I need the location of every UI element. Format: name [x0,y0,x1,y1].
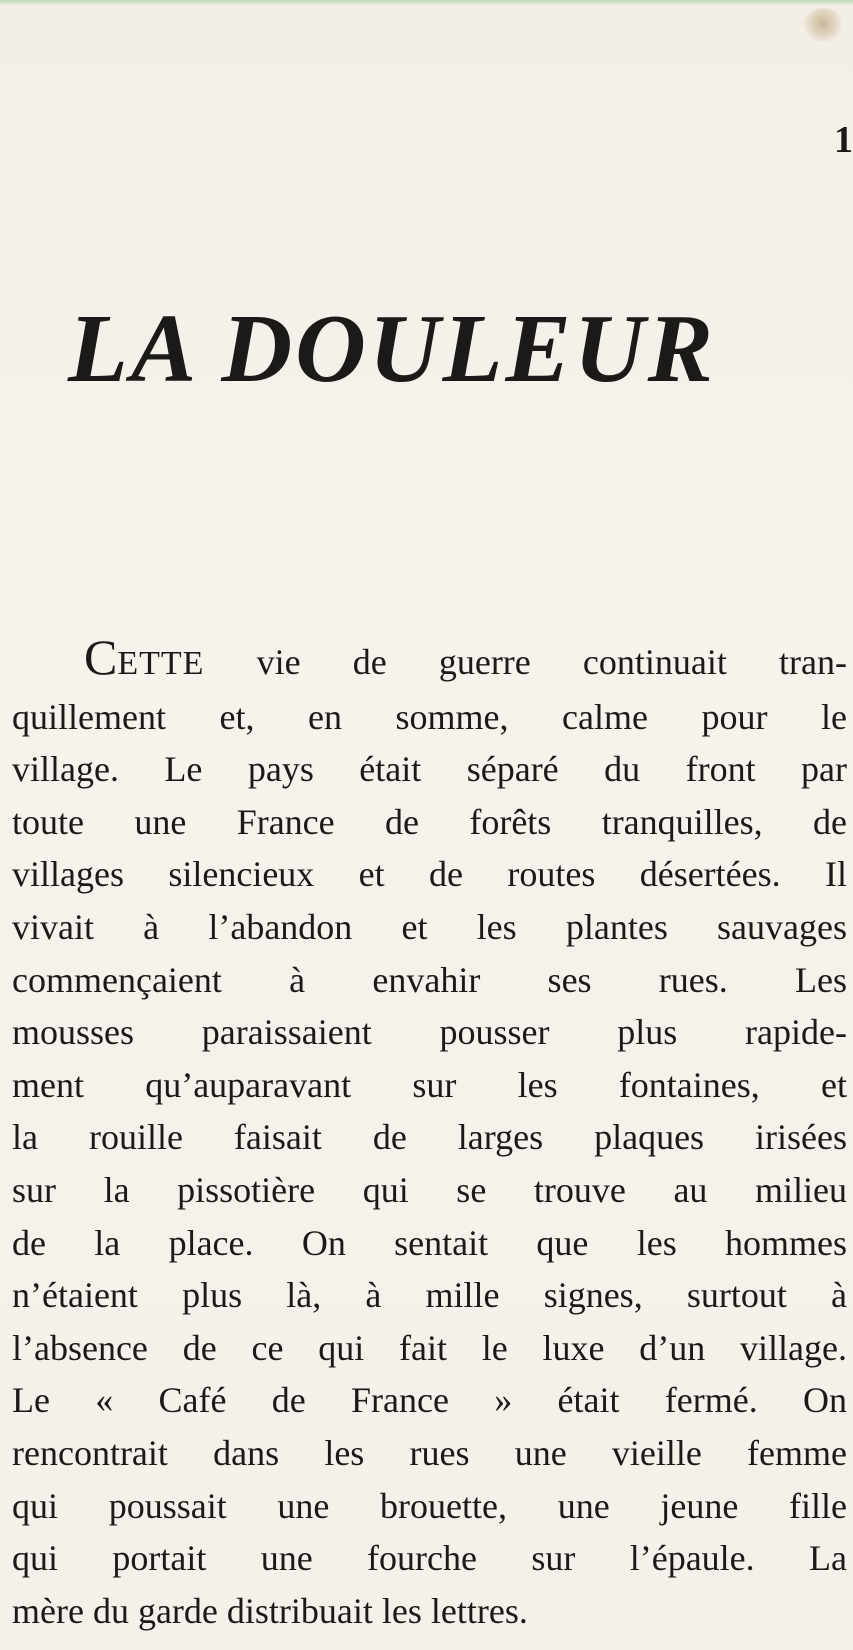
text-line: commençaient à envahir ses rues. Les [12,959,847,1000]
text-line: villages silencieux et de routes désertées. Il [12,854,847,895]
text-line: quillement et, en somme, calme pour le [12,696,847,737]
drop-initial: C [84,629,118,685]
text-line: mère du garde distribuait les lettres. [12,1590,528,1631]
page-top-edge [0,0,853,6]
text-line: de la place. On sentait que les hommes [12,1222,847,1263]
text-line: vivait à l’abandon et les plantes sauvages [12,906,847,947]
text-line: mousses paraissaient pousser plus rapide- [12,1012,847,1053]
opening-rest: vie de guerre continuait tran- [204,642,847,682]
paper-stain [803,8,843,42]
opening-smallcaps: ETTE [117,645,205,682]
text-line: toute une France de forêts tranquilles, de [12,801,847,842]
text-line: qui poussait une brouette, une jeune fille [12,1485,847,1526]
page-number: 1 [834,119,853,161]
text-line: la rouille faisait de larges plaques irisées [12,1117,847,1158]
text-line: l’absence de ce qui fait le luxe d’un village. [12,1327,847,1368]
chapter-title: LA DOULEUR [68,295,717,403]
text-line: Le « Café de France » était fermé. On [12,1380,847,1421]
text-line: ment qu’auparavant sur les fontaines, et [12,1064,847,1105]
text-line: village. Le pays était séparé du front par [12,749,847,790]
body-paragraph [12,629,847,1637]
text-line: qui portait une fourche sur l’épaule. La [12,1538,847,1579]
text-line: n’étaient plus là, à mille signes, surtout à [12,1275,847,1316]
text-line: sur la pissotière qui se trouve au milieu [12,1169,847,1210]
text-line-1 [12,629,847,691]
text-line: rencontrait dans les rues une vieille femme [12,1432,847,1473]
